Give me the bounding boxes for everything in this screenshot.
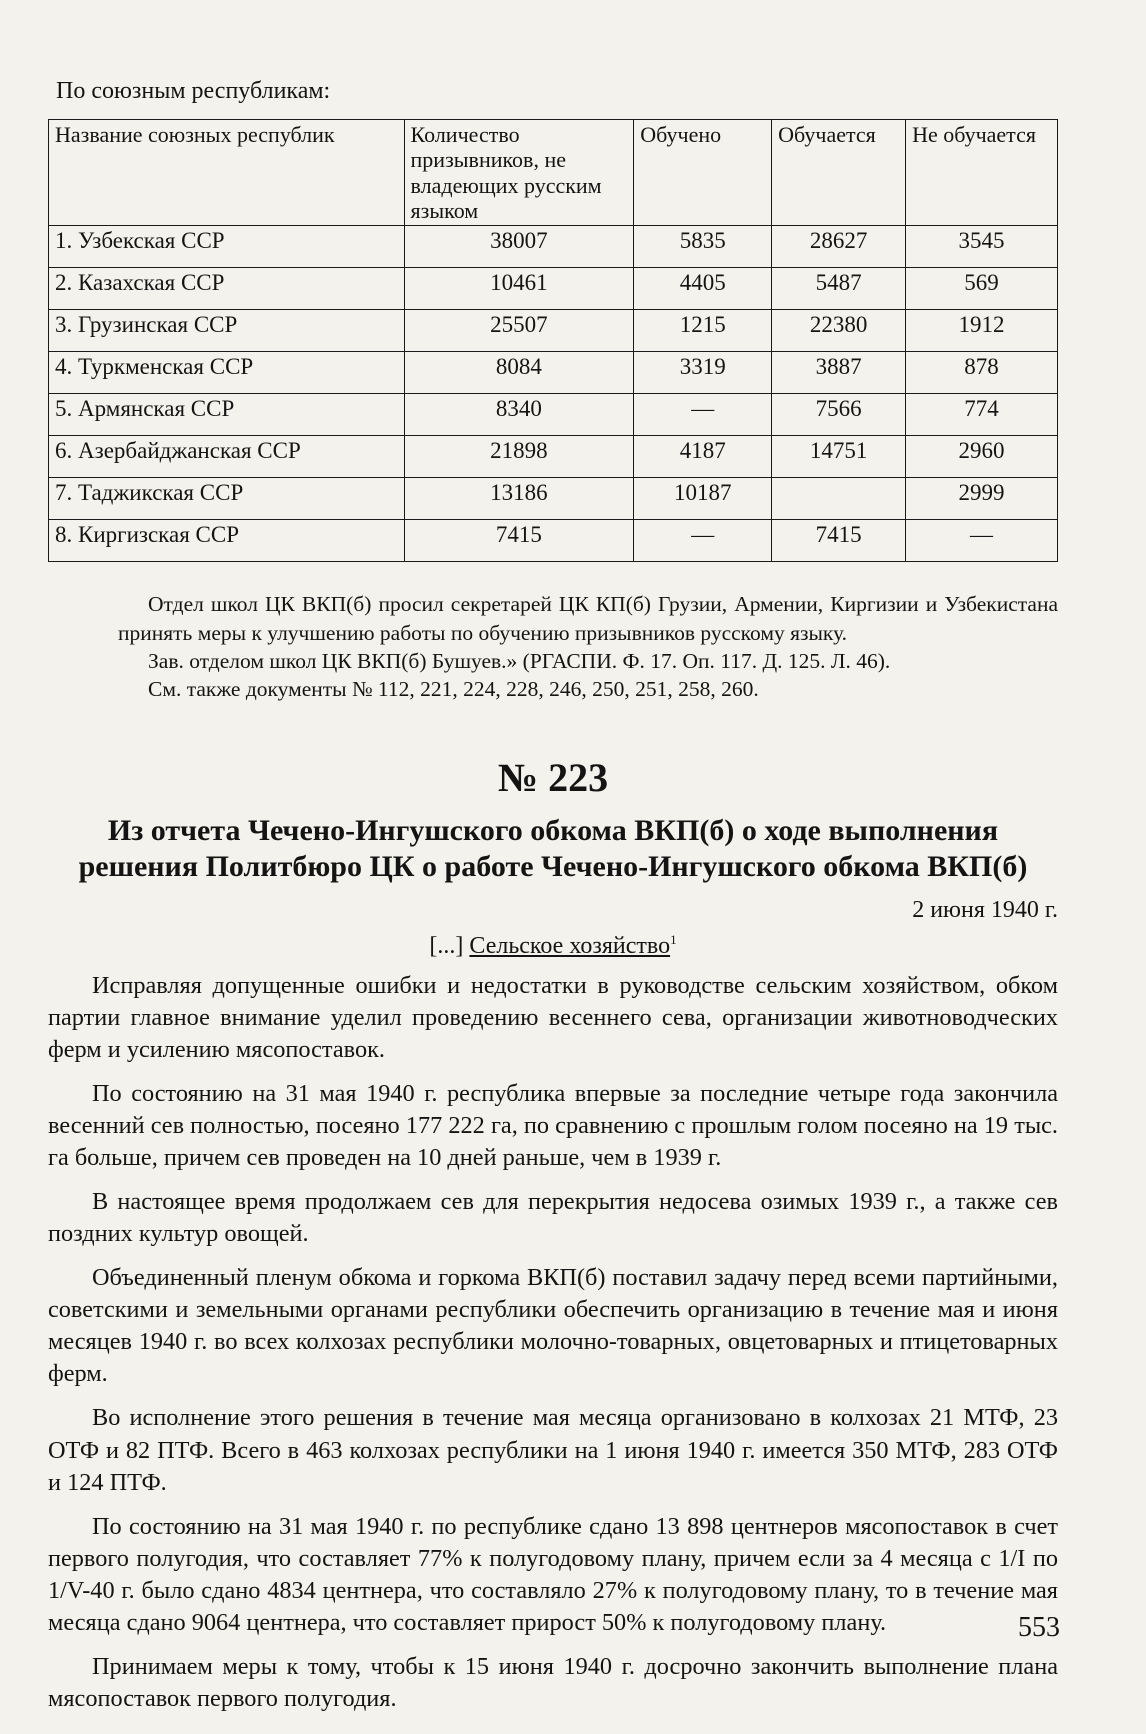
cell-trained: —: [634, 520, 772, 562]
cell-training: 3887: [772, 352, 906, 394]
cell-not-training: 3545: [906, 226, 1058, 268]
body-paragraph: Принимаем меры к тому, чтобы к 15 июня 1940 г. досрочно закончить выполнение плана мясопоставок первого полугодия.: [48, 1652, 1058, 1712]
cell-trained: 3319: [634, 352, 772, 394]
cell-training: [772, 478, 906, 520]
section-title: Сельское хозяйство: [469, 932, 671, 959]
republic-name: 3. Грузинская ССР: [49, 310, 405, 352]
republic-name: 5. Армянская ССР: [49, 394, 405, 436]
cell-conscripts: 21898: [404, 436, 634, 478]
cell-trained: 4405: [634, 268, 772, 310]
document-number: № 223: [497, 754, 609, 800]
table-header-row: [49, 120, 1058, 226]
table-row: [49, 352, 1058, 394]
republic-name: 7. Таджикская ССР: [49, 478, 405, 520]
cell-trained: 5835: [634, 226, 772, 268]
column-header: Обучается: [772, 120, 906, 226]
column-header: Обучено: [634, 120, 772, 226]
body-paragraph: Объединенный пленум обкома и горкома ВКП(б) поставил задачу перед всеми партийными, советскими и земельными органами республики обеспечить организацию в течение мая и июня месяцев 1940 г. во всех колхозах республики молочно-товарных, овцетоварных и птицетоварных ферм.: [48, 1264, 1058, 1388]
body-paragraph: По состоянию на 31 мая 1940 г. республика впервые за последние четыре года закончила весенний сев полностью, посеяно 177 222 га, по сравнению с прошлым голом посеяно на 19 тыс. га больше, причем сев проведен на 10 дней раньше, чем в 1939 г.: [48, 1079, 1058, 1171]
document-body: [48, 970, 1058, 1715]
cell-trained: —: [634, 394, 772, 436]
document-title-line: Из отчета Чечено-Ингушского обкома ВКП(б) о ходе выполнения: [107, 813, 999, 847]
republic-name: 4. Туркменская ССР: [49, 352, 405, 394]
body-paragraph: Исправляя допущенные ошибки и недостатки в руководстве сельским хозяйством, обком партии главное внимание уделил проведению весеннего сева, организации животноводческих ферм и усилению мясопоставок.: [48, 971, 1058, 1063]
table-row: [49, 394, 1058, 436]
body-paragraph: В настоящее время продолжаем сев для перекрытия недосева озимых 1939 г., а также сев поздних культур овощей.: [48, 1188, 1058, 1248]
cell-not-training: 569: [906, 268, 1058, 310]
cell-training: 22380: [772, 310, 906, 352]
cell-conscripts: 8340: [404, 394, 634, 436]
archive-note-paragraph: Отдел школ ЦК ВКП(б) просил секретарей ЦК КП(б) Грузии, Армении, Киргизии и Узбекистана принять меры к улучшению работы по обучению призывников русскому языку.: [118, 592, 1058, 645]
column-header: Название союзных республик: [49, 120, 405, 226]
republic-name: 8. Киргизская ССР: [49, 520, 405, 562]
archive-note-paragraph: См. также документы № 112, 221, 224, 228, 246, 250, 251, 258, 260.: [148, 677, 759, 702]
cell-not-training: 774: [906, 394, 1058, 436]
cell-not-training: —: [906, 520, 1058, 562]
document-title: [48, 813, 1058, 885]
cell-conscripts: 7415: [404, 520, 634, 562]
cell-not-training: 2999: [906, 478, 1058, 520]
cell-conscripts: 10461: [404, 268, 634, 310]
archive-note: [48, 590, 1058, 704]
section-omission-mark: [...]: [429, 932, 464, 959]
cell-trained: 4187: [634, 436, 772, 478]
table-row: [49, 436, 1058, 478]
column-header: Не обучается: [906, 120, 1058, 226]
body-paragraph: По состоянию на 31 мая 1940 г. по республике сдано 13 898 центнеров мясопоставок в счет первого полугодия, что составляет 77% к полугодовому плану, причем если за 4 месяца с 1/I по 1/V-40 г. было сдано 4834 центнера, что составляло 27% к полугодовому плану, то в течение мая месяца сдано 9064 центнера, что составляет прирост 50% к полугодовому плану.: [48, 1512, 1058, 1636]
table-row: [49, 478, 1058, 520]
cell-not-training: 2960: [906, 436, 1058, 478]
section-footnote-mark: 1: [670, 931, 677, 947]
cell-conscripts: 25507: [404, 310, 634, 352]
document-title-line: решения Политбюро ЦК о работе Чечено-Ингушского обкома ВКП(б): [78, 849, 1028, 883]
cell-conscripts: 38007: [404, 226, 634, 268]
cell-training: 14751: [772, 436, 906, 478]
cell-training: 28627: [772, 226, 906, 268]
cell-conscripts: 13186: [404, 478, 634, 520]
column-header: Количество призывников, не владеющих русским языком: [404, 120, 634, 226]
cell-not-training: 1912: [906, 310, 1058, 352]
republic-name: 1. Узбекская ССР: [49, 226, 405, 268]
document-page: [48, 78, 1058, 1727]
body-paragraph: Во исполнение этого решения в течение мая месяца организовано в колхозах 21 МТФ, 23 ОТФ и 82 ПТФ. Всего в 463 колхозах республики на 1 июня 1940 г. имеется 350 МТФ, 283 ОТФ и 124 ПТФ.: [48, 1404, 1058, 1496]
cell-not-training: 878: [906, 352, 1058, 394]
table-row: [49, 268, 1058, 310]
page-number: 553: [1018, 1612, 1060, 1643]
table-row: [49, 520, 1058, 562]
table-row: [49, 310, 1058, 352]
cell-training: 7415: [772, 520, 906, 562]
table-row: [49, 226, 1058, 268]
cell-conscripts: 8084: [404, 352, 634, 394]
cell-trained: 10187: [634, 478, 772, 520]
cell-trained: 1215: [634, 310, 772, 352]
republic-name: 2. Казахская ССР: [49, 268, 405, 310]
cell-training: 5487: [772, 268, 906, 310]
cell-training: 7566: [772, 394, 906, 436]
archive-note-paragraph: Зав. отделом школ ЦК ВКП(б) Бушуев.» (РГАСПИ. Ф. 17. Оп. 117. Д. 125. Л. 46).: [148, 648, 891, 673]
republics-table: [48, 119, 1058, 562]
table-intro: По союзным республикам:: [56, 78, 331, 104]
document-date: 2 июня 1940 г.: [912, 896, 1058, 923]
republic-name: 6. Азербайджанская ССР: [49, 436, 405, 478]
section-heading: [48, 932, 1058, 960]
